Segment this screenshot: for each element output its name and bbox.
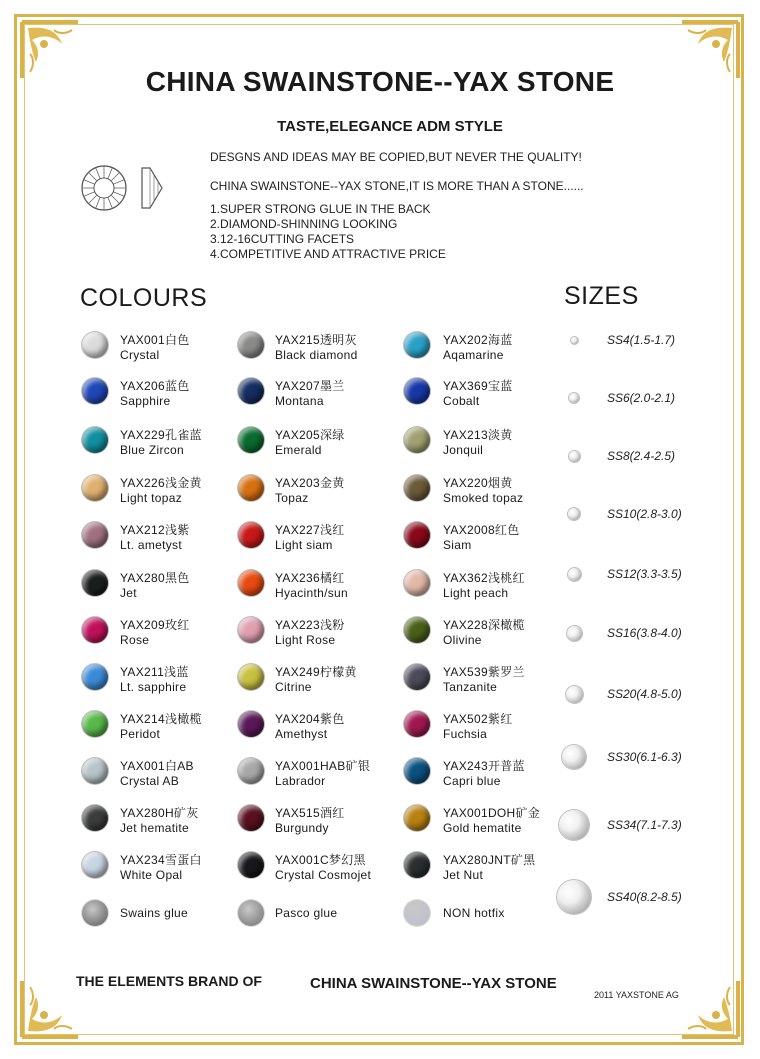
colour-code: YAX001DOH矿金: [443, 806, 541, 820]
colour-code: YAX228深橄榄: [443, 618, 525, 632]
colour-swatch: [404, 570, 430, 596]
colour-label: [443, 428, 513, 458]
feature-item: 2.DIAMOND-SHINNING LOOKING: [210, 217, 398, 231]
colour-code: YAX001白色: [120, 333, 190, 347]
colour-label: [275, 333, 358, 363]
colour-name: Pasco glue: [275, 906, 338, 920]
colour-name: Rose: [120, 633, 150, 647]
colour-code: YAX234雪蛋白: [120, 853, 202, 867]
colour-swatch: [238, 711, 264, 737]
colour-name: Cobalt: [443, 394, 480, 408]
colour-name: Siam: [443, 538, 472, 552]
colour-name: Amethyst: [275, 727, 328, 741]
feature-item: 4.COMPETITIVE AND ATTRACTIVE PRICE: [210, 247, 446, 261]
colour-swatch: [82, 617, 108, 643]
colour-swatch: [404, 664, 430, 690]
size-stone-icon: [567, 626, 582, 641]
size-stone-icon: [569, 451, 580, 462]
colour-swatch: [404, 427, 430, 453]
colour-label: [275, 523, 345, 553]
colour-swatch: [404, 758, 430, 784]
colour-label: [443, 759, 525, 789]
size-label: SS30(6.1-6.3): [607, 750, 682, 764]
colour-code: YAX213淡黄: [443, 428, 513, 442]
colour-label: [275, 806, 345, 836]
colours-heading: COLOURS: [80, 284, 208, 312]
colour-swatch: [238, 617, 264, 643]
colour-label: [275, 618, 345, 648]
colour-swatch: [404, 805, 430, 831]
colour-swatch: [82, 805, 108, 831]
colour-swatch: [82, 758, 108, 784]
colour-swatch: [238, 758, 264, 784]
colour-name: Olivine: [443, 633, 482, 647]
colour-label: [443, 476, 523, 506]
colour-label: [443, 665, 525, 695]
colour-code: YAX502紫红: [443, 712, 513, 726]
rhinestone-side-view-icon: [140, 164, 164, 212]
colour-label: [120, 571, 190, 601]
colour-name: Aqamarine: [443, 348, 504, 362]
colour-label: [275, 759, 370, 789]
colour-name: Emerald: [275, 443, 322, 457]
page-subtitle: TASTE,ELEGANCE ADM STYLE: [277, 118, 503, 135]
colour-code: YAX205深绿: [275, 428, 345, 442]
colour-name: Labrador: [275, 774, 326, 788]
colour-code: YAX280H矿灰: [120, 806, 199, 820]
colour-label: [443, 806, 540, 836]
colour-name: Light siam: [275, 538, 333, 552]
corner-ornament-icon: [18, 977, 82, 1041]
colour-swatch: [238, 852, 264, 878]
colour-code: YAX2008红色: [443, 523, 520, 537]
colour-swatch: [82, 852, 108, 878]
colour-swatch: [404, 475, 430, 501]
colour-swatch: [404, 617, 430, 643]
colour-swatch: [82, 522, 108, 548]
colour-label: [120, 618, 190, 648]
feature-item: 1.SUPER STRONG GLUE IN THE BACK: [210, 202, 431, 216]
size-stone-icon: [569, 393, 579, 403]
colour-code: YAX226浅金黄: [120, 476, 202, 490]
colour-swatch: [238, 664, 264, 690]
colour-code: YAX001C梦幻黑: [275, 853, 366, 867]
colour-label: [120, 712, 202, 742]
size-label: SS20(4.8-5.0): [607, 687, 682, 701]
size-stone-icon: [562, 745, 586, 769]
sizes-heading: SIZES: [564, 282, 639, 310]
colour-label: [120, 665, 189, 695]
colour-code: YAX539紫罗兰: [443, 665, 525, 679]
colour-label: [275, 906, 337, 921]
colour-name: Lt. sapphire: [120, 680, 187, 694]
colour-swatch: [82, 900, 108, 926]
colour-code: YAX280JNT矿黑: [443, 853, 536, 867]
colour-label: [120, 379, 190, 409]
colour-name: White Opal: [120, 868, 183, 882]
colour-label: [443, 379, 513, 409]
size-label: SS40(8.2-8.5): [607, 890, 682, 904]
colour-code: YAX280黑色: [120, 571, 190, 585]
colour-code: YAX249柠檬黄: [275, 665, 357, 679]
colour-label: [120, 333, 190, 363]
colour-name: Light peach: [443, 586, 509, 600]
colour-name: Montana: [275, 394, 324, 408]
colour-label: [275, 428, 345, 458]
colour-swatch: [238, 332, 264, 358]
colour-swatch: [238, 427, 264, 453]
colour-name: Sapphire: [120, 394, 171, 408]
colour-swatch: [238, 475, 264, 501]
colour-code: YAX215透明灰: [275, 333, 357, 347]
colour-swatch: [404, 332, 430, 358]
colour-code: YAX220烟黄: [443, 476, 513, 490]
colour-swatch: [82, 475, 108, 501]
colour-swatch: [82, 332, 108, 358]
colour-name: Jonquil: [443, 443, 484, 457]
colour-swatch: [404, 711, 430, 737]
colour-swatch: [82, 570, 108, 596]
colour-name: Topaz: [275, 491, 309, 505]
description: CHINA SWAINSTONE--YAX STONE,IT IS MORE THAN A STONE......: [210, 179, 584, 193]
colour-label: [275, 712, 345, 742]
colour-code: YAX369宝蓝: [443, 379, 513, 393]
copyright-text: 2011 YAXSTONE AG: [594, 990, 679, 1000]
page-title: CHINA SWAINSTONE--YAX STONE: [145, 66, 615, 97]
colour-swatch: [238, 805, 264, 831]
colour-code: YAX202海蓝: [443, 333, 513, 347]
colour-label: [120, 853, 202, 883]
size-stone-icon: [568, 508, 580, 520]
colour-label: [120, 906, 188, 921]
colour-code: YAX229孔雀蓝: [120, 428, 202, 442]
colour-swatch: [404, 378, 430, 404]
colour-name: Fuchsia: [443, 727, 488, 741]
size-label: SS8(2.4-2.5): [607, 449, 676, 463]
colour-name: Light Rose: [275, 633, 336, 647]
colour-code: YAX203金黄: [275, 476, 345, 490]
size-label: SS10(2.8-3.0): [607, 507, 682, 521]
colour-label: [275, 379, 345, 409]
size-label: SS6(2.0-2.1): [607, 391, 676, 405]
colour-label: [443, 618, 525, 648]
size-label: SS12(3.3-3.5): [607, 567, 682, 581]
size-stone-icon: [566, 686, 583, 703]
colour-swatch: [404, 900, 430, 926]
colour-code: YAX214浅橄榄: [120, 712, 202, 726]
feature-list: [210, 202, 446, 262]
colour-code: YAX211浅蓝: [120, 665, 189, 679]
colour-code: YAX204紫色: [275, 712, 345, 726]
colour-name: Lt. ametyst: [120, 538, 182, 552]
colour-name: Tanzanite: [443, 680, 498, 694]
colour-name: Burgundy: [275, 821, 329, 835]
colour-label: [443, 906, 505, 921]
colour-name: Crystal Cosmojet: [275, 868, 372, 882]
colour-code: YAX515酒红: [275, 806, 345, 820]
colour-code: YAX001白AB: [120, 759, 194, 773]
colour-name: Citrine: [275, 680, 312, 694]
size-stone-icon: [571, 337, 578, 344]
colour-code: YAX001HAB矿银: [275, 759, 371, 773]
size-label: SS16(3.8-4.0): [607, 626, 682, 640]
colour-code: YAX223浅粉: [275, 618, 345, 632]
colour-code: YAX243开普蓝: [443, 759, 525, 773]
colour-name: Black diamond: [275, 348, 358, 362]
colour-swatch: [404, 522, 430, 548]
colour-swatch: [238, 900, 264, 926]
colour-code: YAX209玫红: [120, 618, 190, 632]
colour-swatch: [238, 570, 264, 596]
colour-label: [275, 571, 348, 601]
colour-name: Crystal AB: [120, 774, 180, 788]
footer-brand-label: THE ELEMENTS BRAND OF: [76, 973, 262, 989]
corner-ornament-icon: [678, 977, 742, 1041]
colour-code: YAX207墨兰: [275, 379, 345, 393]
colour-swatch: [238, 522, 264, 548]
colour-label: [443, 712, 513, 742]
colour-code: YAX206蓝色: [120, 379, 190, 393]
colour-code: YAX212浅紫: [120, 523, 190, 537]
colour-name: Blue Zircon: [120, 443, 184, 457]
colour-label: [275, 665, 357, 695]
colour-name: Jet Nut: [443, 868, 484, 882]
colour-name: Hyacinth/sun: [275, 586, 348, 600]
footer-brand-name: CHINA SWAINSTONE--YAX STONE: [310, 975, 557, 992]
size-stone-icon: [557, 880, 591, 914]
colour-label: [275, 853, 371, 883]
size-label: SS4(1.5-1.7): [607, 333, 676, 347]
colour-label: [275, 476, 345, 506]
size-stone-icon: [559, 810, 589, 840]
colour-label: [443, 571, 525, 601]
colour-label: [120, 806, 199, 836]
colour-code: YAX362浅桃红: [443, 571, 525, 585]
colour-code: YAX236橘红: [275, 571, 345, 585]
rhinestone-top-view-icon: [80, 164, 128, 212]
colour-name: Gold hematite: [443, 821, 522, 835]
colour-swatch: [238, 378, 264, 404]
colour-swatch: [82, 711, 108, 737]
colour-label: [120, 523, 190, 553]
colour-name: Peridot: [120, 727, 161, 741]
colour-swatch: [82, 427, 108, 453]
colour-name: Jet hematite: [120, 821, 189, 835]
colour-name: Crystal: [120, 348, 160, 362]
colour-swatch: [404, 852, 430, 878]
size-label: SS34(7.1-7.3): [607, 818, 682, 832]
colour-label: [120, 428, 202, 458]
colour-label: [120, 759, 194, 789]
size-stone-icon: [568, 568, 581, 581]
colour-name: NON hotfix: [443, 906, 505, 920]
colour-name: Jet: [120, 586, 137, 600]
colour-label: [443, 333, 513, 363]
feature-item: 3.12-16CUTTING FACETS: [210, 232, 355, 246]
colour-name: Light topaz: [120, 491, 183, 505]
colour-swatch: [82, 378, 108, 404]
colour-swatch: [82, 664, 108, 690]
colour-label: [443, 853, 535, 883]
colour-name: Swains glue: [120, 906, 189, 920]
colour-label: [120, 476, 202, 506]
colour-label: [443, 523, 520, 553]
colour-name: Capri blue: [443, 774, 501, 788]
colour-code: YAX227浅红: [275, 523, 345, 537]
colour-name: Smoked topaz: [443, 491, 524, 505]
tagline: DESGNS AND IDEAS MAY BE COPIED,BUT NEVER THE QUALITY!: [210, 150, 582, 164]
